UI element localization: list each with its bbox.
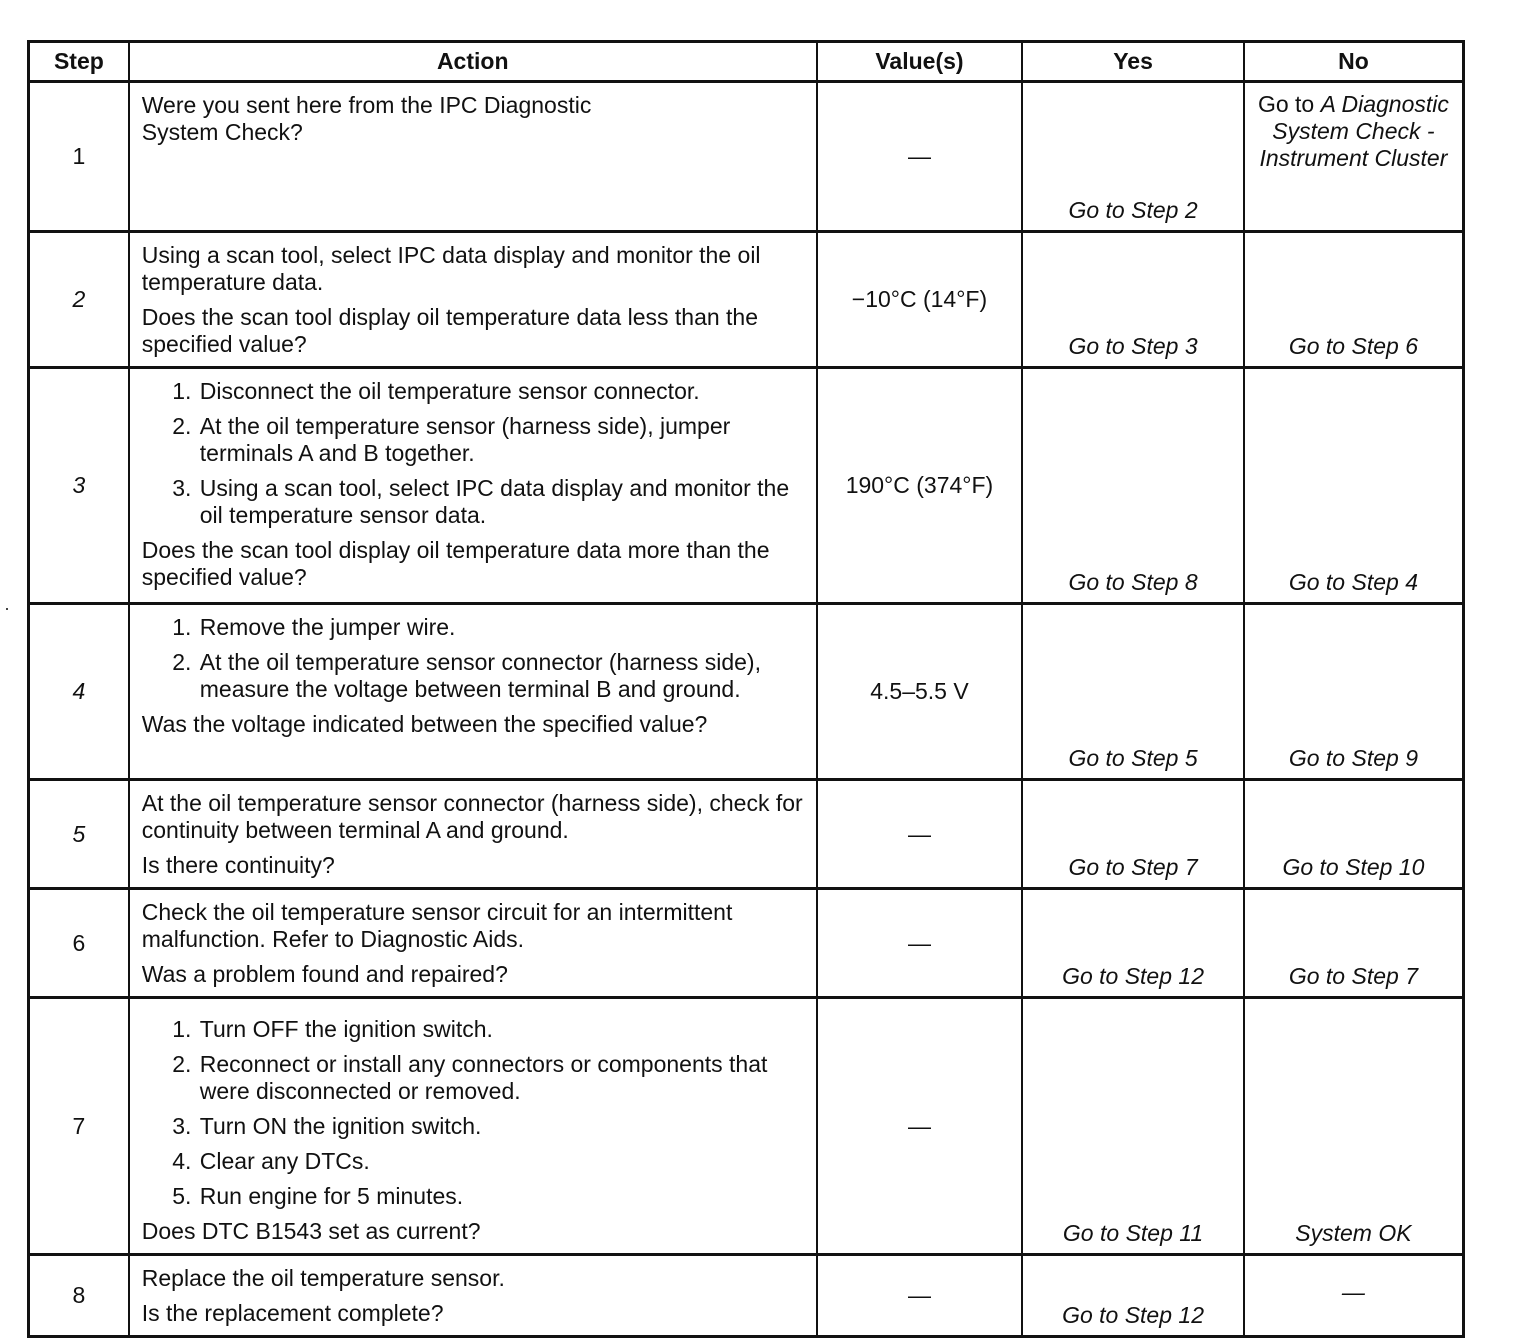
value-cell: — [817,82,1023,232]
value-cell: 190°C (374°F) [817,368,1023,604]
table-row [29,82,1464,232]
action-question: Was the voltage indicated between the specified value? [141,711,708,737]
scan-speck [6,608,8,610]
header-yes: Yes [1022,42,1244,82]
table-row [29,998,1464,1255]
value-cell: — [817,998,1023,1255]
action-cell [129,998,817,1255]
action-question: Is there continuity? [141,852,335,878]
table-row [29,604,1464,780]
value-cell: — [817,780,1023,889]
step-number: 3 [29,368,129,604]
action-step: 2. Reconnect or install any connectors or components that were disconnected or removed. [198,1051,806,1105]
action-cell [129,604,817,780]
table-row [29,232,1464,368]
action-steps [142,378,806,529]
action-step: 2. At the oil temperature sensor (harness side), jumper terminals A and B together. [198,413,806,467]
action-cell [129,82,817,232]
yes-cell: Go to Step 12 [1022,889,1244,998]
no-cell: Go to Step 6 [1244,232,1464,368]
step-number: 8 [29,1255,129,1337]
value-cell: 4.5–5.5 V [817,604,1023,780]
no-prefix: Go to [1257,91,1321,117]
no-cell: Go to Step 7 [1244,889,1464,998]
action-text: Were you sent here from the IPC Diagnostic System Check? [141,92,592,145]
value-cell: — [817,889,1023,998]
header-action: Action [129,42,817,82]
header-values: Value(s) [817,42,1023,82]
table-row [29,1255,1464,1337]
action-step: 2. At the oil temperature sensor connector (harness side), measure the voltage between terminal B and ground. [198,649,806,703]
step-number: 1 [29,82,129,232]
action-step: 1. Remove the jumper wire. [198,614,806,641]
step-number: 2 [29,232,129,368]
action-cell [129,889,817,998]
no-cell: System OK [1244,998,1464,1255]
action-cell [129,232,817,368]
action-step: 1. Disconnect the oil temperature sensor connector. [198,378,806,405]
value-cell: — [817,1255,1023,1337]
action-cell [129,780,817,889]
action-text: Replace the oil temperature sensor. [141,1265,505,1291]
header-no: No [1244,42,1464,82]
action-cell [129,1255,817,1337]
table-row [29,889,1464,998]
action-cell [129,368,817,604]
action-question: Was a problem found and repaired? [141,961,508,987]
no-cell: Go to Step 4 [1244,368,1464,604]
step-number: 7 [29,998,129,1255]
action-question: Does the scan tool display oil temperature data less than the specified value? [141,304,759,357]
action-text: At the oil temperature sensor connector (harness side), check for continuity between terminal A and ground. [141,790,803,843]
action-step: 5. Run engine for 5 minutes. [198,1183,806,1210]
yes-cell: Go to Step 5 [1022,604,1244,780]
action-step: 3. Using a scan tool, select IPC data display and monitor the oil temperature sensor data. [198,475,806,529]
yes-cell: Go to Step 8 [1022,368,1244,604]
no-cell [1244,82,1464,232]
header-row [29,42,1464,82]
action-steps [142,1016,806,1210]
action-step: 1. Turn OFF the ignition switch. [198,1016,806,1043]
header-step: Step [29,42,129,82]
step-number: 6 [29,889,129,998]
yes-cell: Go to Step 2 [1022,82,1244,232]
action-question: Does DTC B1543 set as current? [141,1218,481,1244]
no-cell: Go to Step 9 [1244,604,1464,780]
yes-cell: Go to Step 12 [1022,1255,1244,1337]
action-question: Is the replacement complete? [141,1300,444,1326]
no-cell: — [1244,1255,1464,1337]
diagnostic-table [27,40,1465,1338]
action-question: Does the scan tool display oil temperature data more than the specified value? [141,537,770,590]
action-text: Check the oil temperature sensor circuit for an intermittent malfunction. Refer to Diagnostic Aids. [141,899,733,952]
value-cell: −10°C (14°F) [817,232,1023,368]
action-steps [142,614,806,703]
yes-cell: Go to Step 3 [1022,232,1244,368]
yes-cell: Go to Step 11 [1022,998,1244,1255]
step-number: 5 [29,780,129,889]
action-step: 4. Clear any DTCs. [198,1148,806,1175]
no-reference: A Diagnostic System Check - Instrument Cluster [1259,91,1449,171]
step-number: 4 [29,604,129,780]
table-row [29,780,1464,889]
action-text: Using a scan tool, select IPC data display and monitor the oil temperature data. [141,242,761,295]
table-row [29,368,1464,604]
no-cell: Go to Step 10 [1244,780,1464,889]
action-step: 3. Turn ON the ignition switch. [198,1113,806,1140]
yes-cell: Go to Step 7 [1022,780,1244,889]
